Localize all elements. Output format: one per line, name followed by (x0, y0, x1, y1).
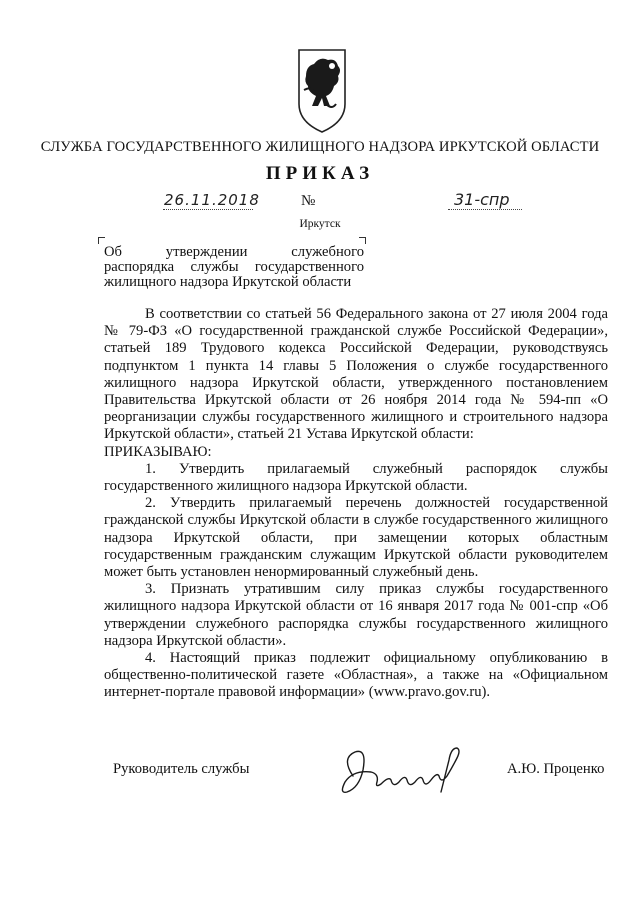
agency-name: СЛУЖБА ГОСУДАРСТВЕННОГО ЖИЛИЩНОГО НАДЗОРА ИРКУТСКОЙ ОБЛАСТИ (40, 139, 600, 155)
handwritten-signature (333, 736, 483, 806)
document-body (104, 306, 608, 702)
document-number: 31-спр (454, 190, 510, 209)
subject-line: жилищного надзора Иркутской области (104, 274, 352, 290)
order-item: 2. Утвердить прилагаемый перечень должностей государственной гражданской службы Иркутской области в службе государственного жилищного надзора Иркутской области, при замещении которых областным государственным гражданским служащим Иркутской области руководителем может быть установлен ненормированный служебный день. (104, 495, 608, 581)
order-word: ПРИКАЗЫВАЮ: (104, 443, 212, 460)
subject-line: Об утверждении служебного (104, 244, 364, 260)
subject-line: распорядка службы государственного (104, 259, 364, 275)
subject-corner-left (98, 237, 105, 244)
subject-corner-right (359, 237, 366, 244)
signatory-position: Руководитель службы (113, 761, 250, 777)
preamble: В соответствии со статьей 56 Федерального закона от 27 июля 2004 года № 79-ФЗ «О государственной гражданской службе Российской Федерации», статьей 189 Трудового кодекса Российской Федерации, руководствуясь подпунктом 1 пункта 14 главы 5 Положения о службе государственного жилищного надзора Иркутской области, утвержденного постановлением Правительства Иркутской области от 26 ноября 2014 года № 594-пп «О реорганизации службы государственного жилищного и строительного надзора Иркутской области», статьей 21 Устава Иркутской области: (104, 306, 608, 443)
subject-block (104, 245, 364, 290)
order-item: 3. Признать утратившим силу приказ службы государственного жилищного надзора Иркутской области от 16 января 2017 года № 001-спр «Об утверждении служебного распорядка службы государственного жилищного надзора Иркутской области». (104, 581, 608, 649)
coat-of-arms-emblem (296, 46, 348, 134)
date-underline (163, 209, 253, 210)
city: Иркутск (299, 218, 341, 230)
document-title: ПРИКАЗ (265, 163, 375, 184)
order-item: 4. Настоящий приказ подлежит официальному опубликованию в общественно-политической газете «Областная», а также на «Официальном интернет-портале правовой информации» (www.pravo.gov.ru). (104, 650, 608, 701)
document-date: 26.11.2018 (164, 191, 260, 209)
number-sign: № (301, 193, 316, 209)
signatory-name: А.Ю. Проценко (507, 761, 605, 777)
order-item: 1. Утвердить прилагаемый служебный распорядок службы государственного жилищного надзора Иркутской области. (104, 460, 608, 495)
number-underline (448, 209, 522, 210)
